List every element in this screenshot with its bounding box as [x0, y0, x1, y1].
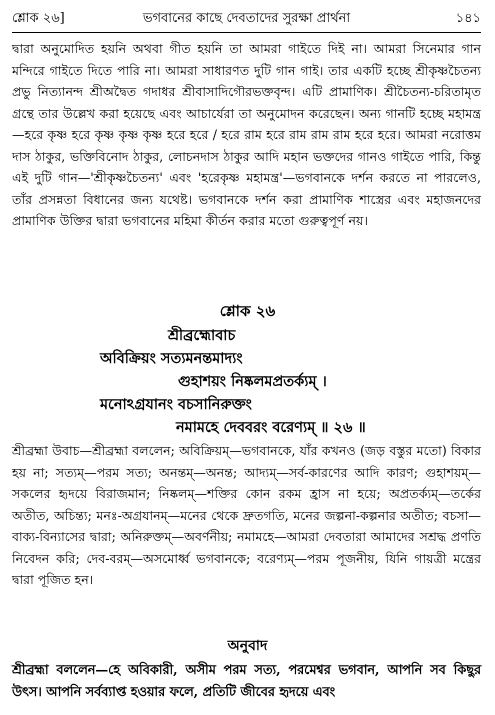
synonyms-paragraph — [12, 440, 481, 591]
synonyms-text: শ্রীব্রহ্মা উবাচ—শ্রীব্রহ্মা বললেন; অবিক্রিয়ম্—ভগবানকে, যাঁর কখনও (জড় বস্তুর মতো) বিকার হয় না; সত্যম্—পরম সত্য; অনন্তম্—অনন্ত; আদ্যম্—সর্ব-কারণের আদি কারণ; গুহাশয়ম্—সকলের হৃদয়ে বিরাজমান; নিষ্কলম্—শক্তির কোন রকম হ্রাস না হয়ে; অপ্রতর্ক্যম্—তর্কের অতীত, অচিন্ত্য; মনঃ-অগ্রযানম্—মনের থেকে দ্রুতগতি, মনের জল্পনা-কল্পনার অতীত; বচসা—বাক্য-বিন্যাসের দ্বারা; অনিরুক্তম্—অবর্ণনীয়; নমামহে—আমরা দেবতারা আমাদের সশ্রদ্ধ প্রণতি নিবেদন করি; দেব-বরম্—অসমোর্ধ্ব ভগবানকে; বরেণ্যম্—পরম পূজনীয়, যিনি গায়ত্রী মন্ত্রের দ্বারা পূজিত হন। — [12, 443, 481, 587]
verse-line-1: অবিক্রিয়ং সত্যমনন্তমাদ্যং — [100, 350, 243, 367]
chapter-title: ভগবানের কাছে দেবতাদের সুরক্ষা প্রার্থনা — [142, 11, 351, 26]
page-header — [12, 8, 481, 30]
verse-reference: শ্লোক ২৬] — [12, 11, 65, 26]
translation-paragraph — [12, 660, 481, 704]
page-number: ১৪১ — [455, 11, 481, 26]
header-divider — [12, 32, 481, 33]
translation-heading: অনুবাদ — [227, 638, 268, 654]
purport-paragraph — [12, 38, 481, 232]
verse-line-2: গুহাশয়ং নিষ্কলমপ্রতর্ক্যম্ । — [178, 373, 327, 390]
purport-text: দ্বারা অনুমোদিত হয়নি অথবা গীত হয়নি তা আমরা গাইতে দিই না। আমরা সিনেমার গান মন্দিরে গাইতে দিতে পারি না। আমরা সাধারণত দুটি গান গাই। তার একটি হচ্ছে শ্রীকৃষ্ণচৈতন্য প্রভু নিত্যানন্দ শ্রীঅদ্বৈত গদাধর শ্রীবাসাদিগৌরভক্তবৃন্দ। এটি প্রামাণিক। শ্রীচৈতন্য-চরিতামৃত গ্রন্থে তার উল্লেখ করা হয়েছে এবং আচার্যেরা তা অনুমোদন করেছেন। অন্য গানটি হচ্ছে মহামন্ত্র—হরে কৃষ্ণ হরে কৃষ্ণ কৃষ্ণ কৃষ্ণ হরে হরে / হরে রাম হরে রাম রাম রাম হরে হরে। আমরা নরোত্তম দাস ঠাকুর, ভক্তিবিনোদ ঠাকুর, লোচনদাস ঠাকুর আদি মহান ভক্তদের গানও গাইতে পারি, কিন্তু এই দুটি গান—'শ্রীকৃষ্ণচৈতন্য' এবং 'হরেকৃষ্ণ মহামন্ত্র'—ভগবানকে দর্শন করতে না পারলেও, তাঁর প্রসন্নতা বিধানের জন্য যথেষ্ট। ভগবানকে দর্শন করা প্রামাণিক শাস্ত্রের এবং মহাজনদের প্রামাণিক উক্তির দ্বারা ভগবানের মহিমা কীর্তন করার মতো গুরুত্বপূর্ণ নয়। — [12, 41, 481, 228]
verse-line-3: মনোঽগ্রযানং বচসানিরুক্তং — [100, 396, 252, 413]
verse-heading: শ্লোক ২৬ — [219, 302, 276, 320]
verse-speaker: শ্রীব্রহ্মোবাচ — [168, 327, 236, 344]
verse-line-4: নমামহে দেববরং বরেণ্যম্ ॥ ২৬ ॥ — [176, 419, 366, 436]
translation-text: শ্রীব্রহ্মা বললেন—হে অবিকারী, অসীম পরম সত্য, পরমেশ্বর ভগবান, আপনি সব কিছুর উৎস। আপনি সর্বব্যাপ্ত হওয়ার ফলে, প্রতিটি জীবের হৃদয়ে এবং — [12, 663, 481, 700]
